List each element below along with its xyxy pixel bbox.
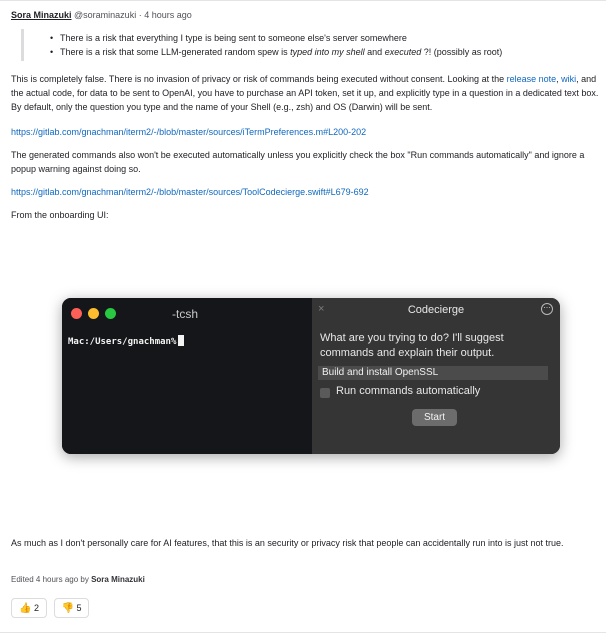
author-handle[interactable]: @soraminazuki [74, 10, 137, 20]
reaction-count: 2 [33, 603, 39, 613]
comment-time[interactable]: 4 hours ago [144, 10, 192, 20]
reactions-bar [11, 598, 93, 620]
thumbs-down-icon: 👎 [61, 603, 74, 614]
terminal-title: -tcsh [172, 307, 199, 321]
paragraph [11, 125, 603, 139]
thumbs-up-icon: 👍 [19, 603, 32, 614]
edited-by[interactable]: Sora Minazuki [91, 575, 145, 584]
comment-header [11, 9, 603, 21]
cursor-icon [178, 335, 184, 346]
bottom-divider [0, 632, 606, 633]
tool-codecierge-link[interactable]: https://gitlab.com/gnachman/iterm2/-/blob/master/sources/ToolCodecierge.swift#L679-692 [11, 187, 369, 197]
close-dot-icon [71, 308, 82, 319]
panel-question: What are you trying to do? I'll suggest commands and explain their output. [320, 332, 504, 359]
terminal-prompt: Mac:/Users/gnachman% [68, 335, 184, 347]
onboarding-screenshot [62, 298, 560, 454]
blockquote [21, 29, 603, 61]
wiki-link[interactable]: wiki [561, 74, 577, 84]
thumbs-down-reaction[interactable] [54, 598, 90, 618]
reaction-count: 5 [76, 603, 82, 613]
paragraph: This is completely false. There is no invasion of privacy or risk of commands being executed without consent. Looking at the release note, wiki, and the actual code, for data to be sent to OpenAI, you have to purchase an API token, set it up, and explicitly type in a question in a dedicated text box. By default, only the question you type and the name of your Shell (e.g., zsh) and OS (Darwin) will be sent. [11, 74, 599, 112]
paragraph: As much as I don't personally care for AI features, that this is an security or privacy risk that people can accidentally run into is just not true. [11, 538, 564, 548]
close-icon: × [318, 303, 325, 315]
paragraph: From the onboarding UI: [11, 210, 109, 220]
release-note-link[interactable]: release note [506, 74, 557, 84]
iterm-preferences-link[interactable]: https://gitlab.com/gnachman/iterm2/-/blob/master/sources/iTermPreferences.m#L200-202 [11, 127, 367, 137]
panel-title: Codecierge [407, 304, 465, 316]
run-automatically-checkbox [320, 388, 330, 398]
author-name[interactable]: Sora Minazuki [11, 10, 72, 20]
zoom-dot-icon [105, 308, 116, 319]
codecierge-panel [312, 298, 560, 454]
comment-body [11, 9, 603, 222]
closing-paragraph [11, 536, 603, 550]
terminal-window [62, 298, 312, 454]
header-separator: · [138, 10, 142, 20]
start-button: Start [412, 409, 457, 426]
minimize-dot-icon [88, 308, 99, 319]
paragraph [11, 185, 603, 199]
paragraph: The generated commands also won't be executed automatically unless you explicitly check the box "Run commands automatically" and ignore a popup warning against doing so. [11, 150, 585, 174]
quote-item: • There is a risk that some LLM-generated random spew is typed into my shell and executed ?! (possibly as root) [50, 45, 603, 59]
top-divider [0, 0, 606, 1]
more-icon: ⋯ [541, 303, 553, 315]
edited-note: Edited 4 hours ago by Sora Minazuki [11, 575, 145, 584]
quote-item: • There is a risk that everything I type is being sent to someone else's server somewhere [50, 31, 603, 45]
thumbs-up-reaction[interactable] [11, 598, 47, 618]
goal-input: Build and install OpenSSL [318, 366, 548, 380]
checkbox-label: Run commands automatically [336, 385, 481, 397]
